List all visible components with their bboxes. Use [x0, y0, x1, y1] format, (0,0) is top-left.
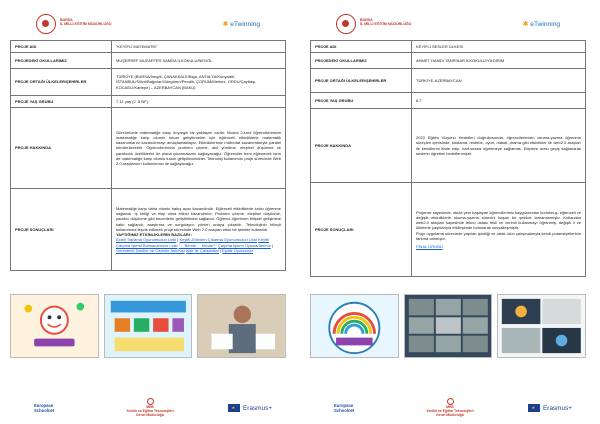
meb-logo-text: BURSA İL MİLLİ EĞİTİM MÜDÜRLÜĞÜ	[60, 18, 112, 27]
meb-yegitek-logo: MEB Yenilik ve Eğitim Teknolojileri Genel Müdürlüğü	[425, 398, 475, 417]
meb-yegitek-logo: MEB Yenilik ve Eğitim Teknolojileri Genel Müdürlüğü	[125, 398, 175, 417]
label-about: PROJE HAKKINDA	[311, 109, 412, 183]
page-header	[300, 14, 600, 40]
online-meeting-collage-image	[404, 294, 493, 358]
value-schools: MUŞERREF MUZAFFER SAMDA İLKOKULU/NEGÖL	[112, 53, 286, 69]
label-schools: PROJEDEKİ OKULLARIMIZ	[311, 53, 412, 69]
meb-seal-icon	[36, 14, 56, 34]
erasmus-logo: ★ Erasmus+	[228, 404, 272, 412]
value-project-name: "KEYİFLİ MATEMATİK"	[112, 41, 286, 53]
label-partner-countries: PROJE ORTAĞI ÜLKELER/ŞEHİRLER	[11, 69, 112, 96]
activity-link[interactable]: Keyifli Çarpma İşlemi Bulmacamızın Linki	[116, 237, 269, 248]
right-page	[300, 0, 600, 424]
meb-seal-icon	[336, 14, 356, 34]
label-age-group: PROJE YAŞ GRUBU	[311, 93, 412, 109]
label-results: PROJE SONUÇLARI	[11, 189, 112, 271]
keyifli-sesler-logo-image	[310, 294, 399, 358]
classroom-poster-image	[104, 294, 193, 358]
web20-activity-image	[497, 294, 586, 358]
meb-logo-text: BURSA İL MİLLİ EĞİTİM MÜDÜRLÜĞÜ	[360, 18, 412, 27]
label-project-name: PROJE ADI	[311, 41, 412, 53]
value-partner-countries: TÜRKİYE-AZERBAYCAN	[412, 69, 586, 93]
label-about: PROJE HAKKINDA	[11, 108, 112, 189]
activity-link[interactable]: Eldeli Toplama Oyunumuzun Linki	[116, 237, 177, 243]
label-schools: PROJEDEKİ OKULLARIMIZ	[11, 53, 112, 69]
value-partner-countries: TÜRKİYE (BURSA/İnegöl, ÇANAKKALE/Biga, ANTALYA/Konyaaltı, İSTANBUL/Silivri/Bağcılar/Güngören/Pendik, ÇORUM/Merkez, ORDU/Çaybaşı, KOCAELİ/Kartepe) – AZERBAYCAN (BAKÜ)	[112, 69, 286, 96]
activity-link[interactable]: Çarpma İşlemi Oyunlarlarımız	[217, 242, 271, 248]
activity-links: Eldeli Toplama Oyunumuzun Linki | Keyifli Zihinden Çıkarma Oyunumuzun Linki Keyifli Çarpma İşlemi Bulmacamızın Linki "... Bende ... Kimde?" Çarpma İşlemi Oyunlarlarımız | Geometrik Şekiller ve Cisimler Aslı/Kişi İşler İle Çalışmalar | Eşitlik Oyunumuz	[116, 237, 273, 253]
value-results: Projemiz sayesinde, okula yeni başlayan öğrencilerimiz kaygılarından kurtulmuş, eğlenceli ve değişik etkinliklerle okuma-yazma sürecini başarı bir şekilde tamamlamıştır. Kullanılan web2.0 araçları sayesinde tekno ustası tekli ve verimli kullanmayı öğrenmiş, değişik il ve ülkelerle yaşıtlarıyla etkileşimde bulunarak sosyalleşmiştir. Proje uygulama sürecinde yapılan işbirliği ve ortak ürün çalışmalarıyla kendi potansiyellerinin farkına varmıştır.	[416, 209, 581, 241]
eu-flag-icon	[228, 404, 240, 412]
right-project-table	[310, 40, 586, 277]
value-results: Matematiğe karşı daha olumlu bakış açısı kazandırıldı. Eğlenceli etkinliklerle kalıcı öğrenme sağlandı. İş birliği ve ekip olma bilinci kazandırıldı. Problem çözme, eleştirel düşünme, yaratıcı düşünme gibi becerilerin geliştirilmesi sağlandı. Öğrenci-öğretmen bilişsel gelişimine katkı sağlandı, araştırma ve sorgulayıcı yönleri ortaya çıkarıldı. Teknolojinin bilinçli kullanımına teşvik edilerek proje sürecinde Web 2.0 araçları etkin bir şekilde kullanıldı.	[116, 206, 281, 232]
value-project-name: KEYİFLİ SESLER ÜLKESİ	[412, 41, 586, 53]
left-photo-row	[10, 294, 286, 358]
european-schoolnet-logo: European Schoolnet	[34, 403, 55, 413]
activity-link[interactable]: Eşitlik Oyunumuz	[222, 247, 254, 253]
activity-link[interactable]: "... Bende ... Kimde?"	[178, 242, 217, 248]
eu-flag-icon	[528, 404, 540, 412]
activity-link[interactable]: Geometrik Şekiller ve Cisimler Aslı/Kişi	[116, 247, 185, 253]
keyifli-matematik-logo-image	[10, 294, 99, 358]
page-footer	[300, 398, 600, 420]
label-age-group: PROJE YAŞ GRUBU	[11, 96, 112, 108]
page-header	[0, 14, 300, 40]
value-age-group: 6-7	[412, 93, 586, 109]
label-project-name: PROJE ADI	[11, 41, 112, 53]
erasmus-logo: ★ Erasmus+	[528, 404, 572, 412]
final-product-link[interactable]: FİNAL ÜRÜNÜ	[416, 244, 443, 249]
value-schools: AHMET HAMDİ TANPINAR İLKOKULU/YILDIRIM	[412, 53, 586, 69]
activity-link[interactable]: Keyifli Zihinden Çıkarma Oyunumuzun Linki	[179, 237, 258, 243]
page-footer	[0, 398, 300, 420]
etwinning-logo: ✱ eTwinning	[522, 21, 560, 28]
label-results: PROJE SONUÇLARI	[311, 183, 412, 277]
activities-title: YAPTIĞIMIZ ETKİNLİKLERİN BAZILARI :	[116, 232, 193, 238]
right-photo-row	[310, 294, 586, 358]
european-schoolnet-logo: European Schoolnet	[334, 403, 355, 413]
activity-link[interactable]: İşler İle Çalışmalar	[185, 247, 219, 253]
etwinning-logo: ✱ eTwinning	[222, 21, 260, 28]
value-about: 2023 Eğitim Vizyonu Hedefleri doğrultusunda; öğrencilerimizin okuma-yazma öğrenme süreçleri içerisinde; kodlama, resfebe, oyun, masal, drama gibi etkinlikler ile web2.0 araçları ile kendilerini ifade edip, harf-sessiz öğretmeye sağlamak. Ekiplere arası geçiş sağlanarak seslerin öğretimi hedeflenmiştir.	[416, 135, 581, 156]
label-partner-countries: PROJE ORTAĞI ÜLKELER/ŞEHİRLER	[311, 69, 412, 93]
value-about: Günümüzde matematiğe karşı önyargılı bir yaklaşım vardır. İlkokul 2.sınıf öğrencilerimizin matematiğe karşı olumlu tutum geliştirmeleri için eğlenceli etkinliklerle matematik kazanımlarını kazandırmayı amaçlamaktayız. Etkinliklerimiz müfredat kazanımlarıyla paralel sürdürülecektir. Öğrencilerimizin problem çözme, akıl yürütme, eleştirel düşünme ve yaratıcılık özelliklerini ön plana çıkarmalarını sağlayacağız. Öğrenciler hem eğlenecek hem de matematiğe karşı olumlu tutum geliştirecektirler. Teknoloji kullanımını proje sürecinde Web 2.0 araçlarının kullanılması ile sağlayacağız.	[116, 129, 281, 166]
student-activity-image	[197, 294, 286, 358]
value-age-group: 7-11 yaş (2 .5 NF)	[112, 96, 286, 108]
left-project-table	[10, 40, 286, 271]
